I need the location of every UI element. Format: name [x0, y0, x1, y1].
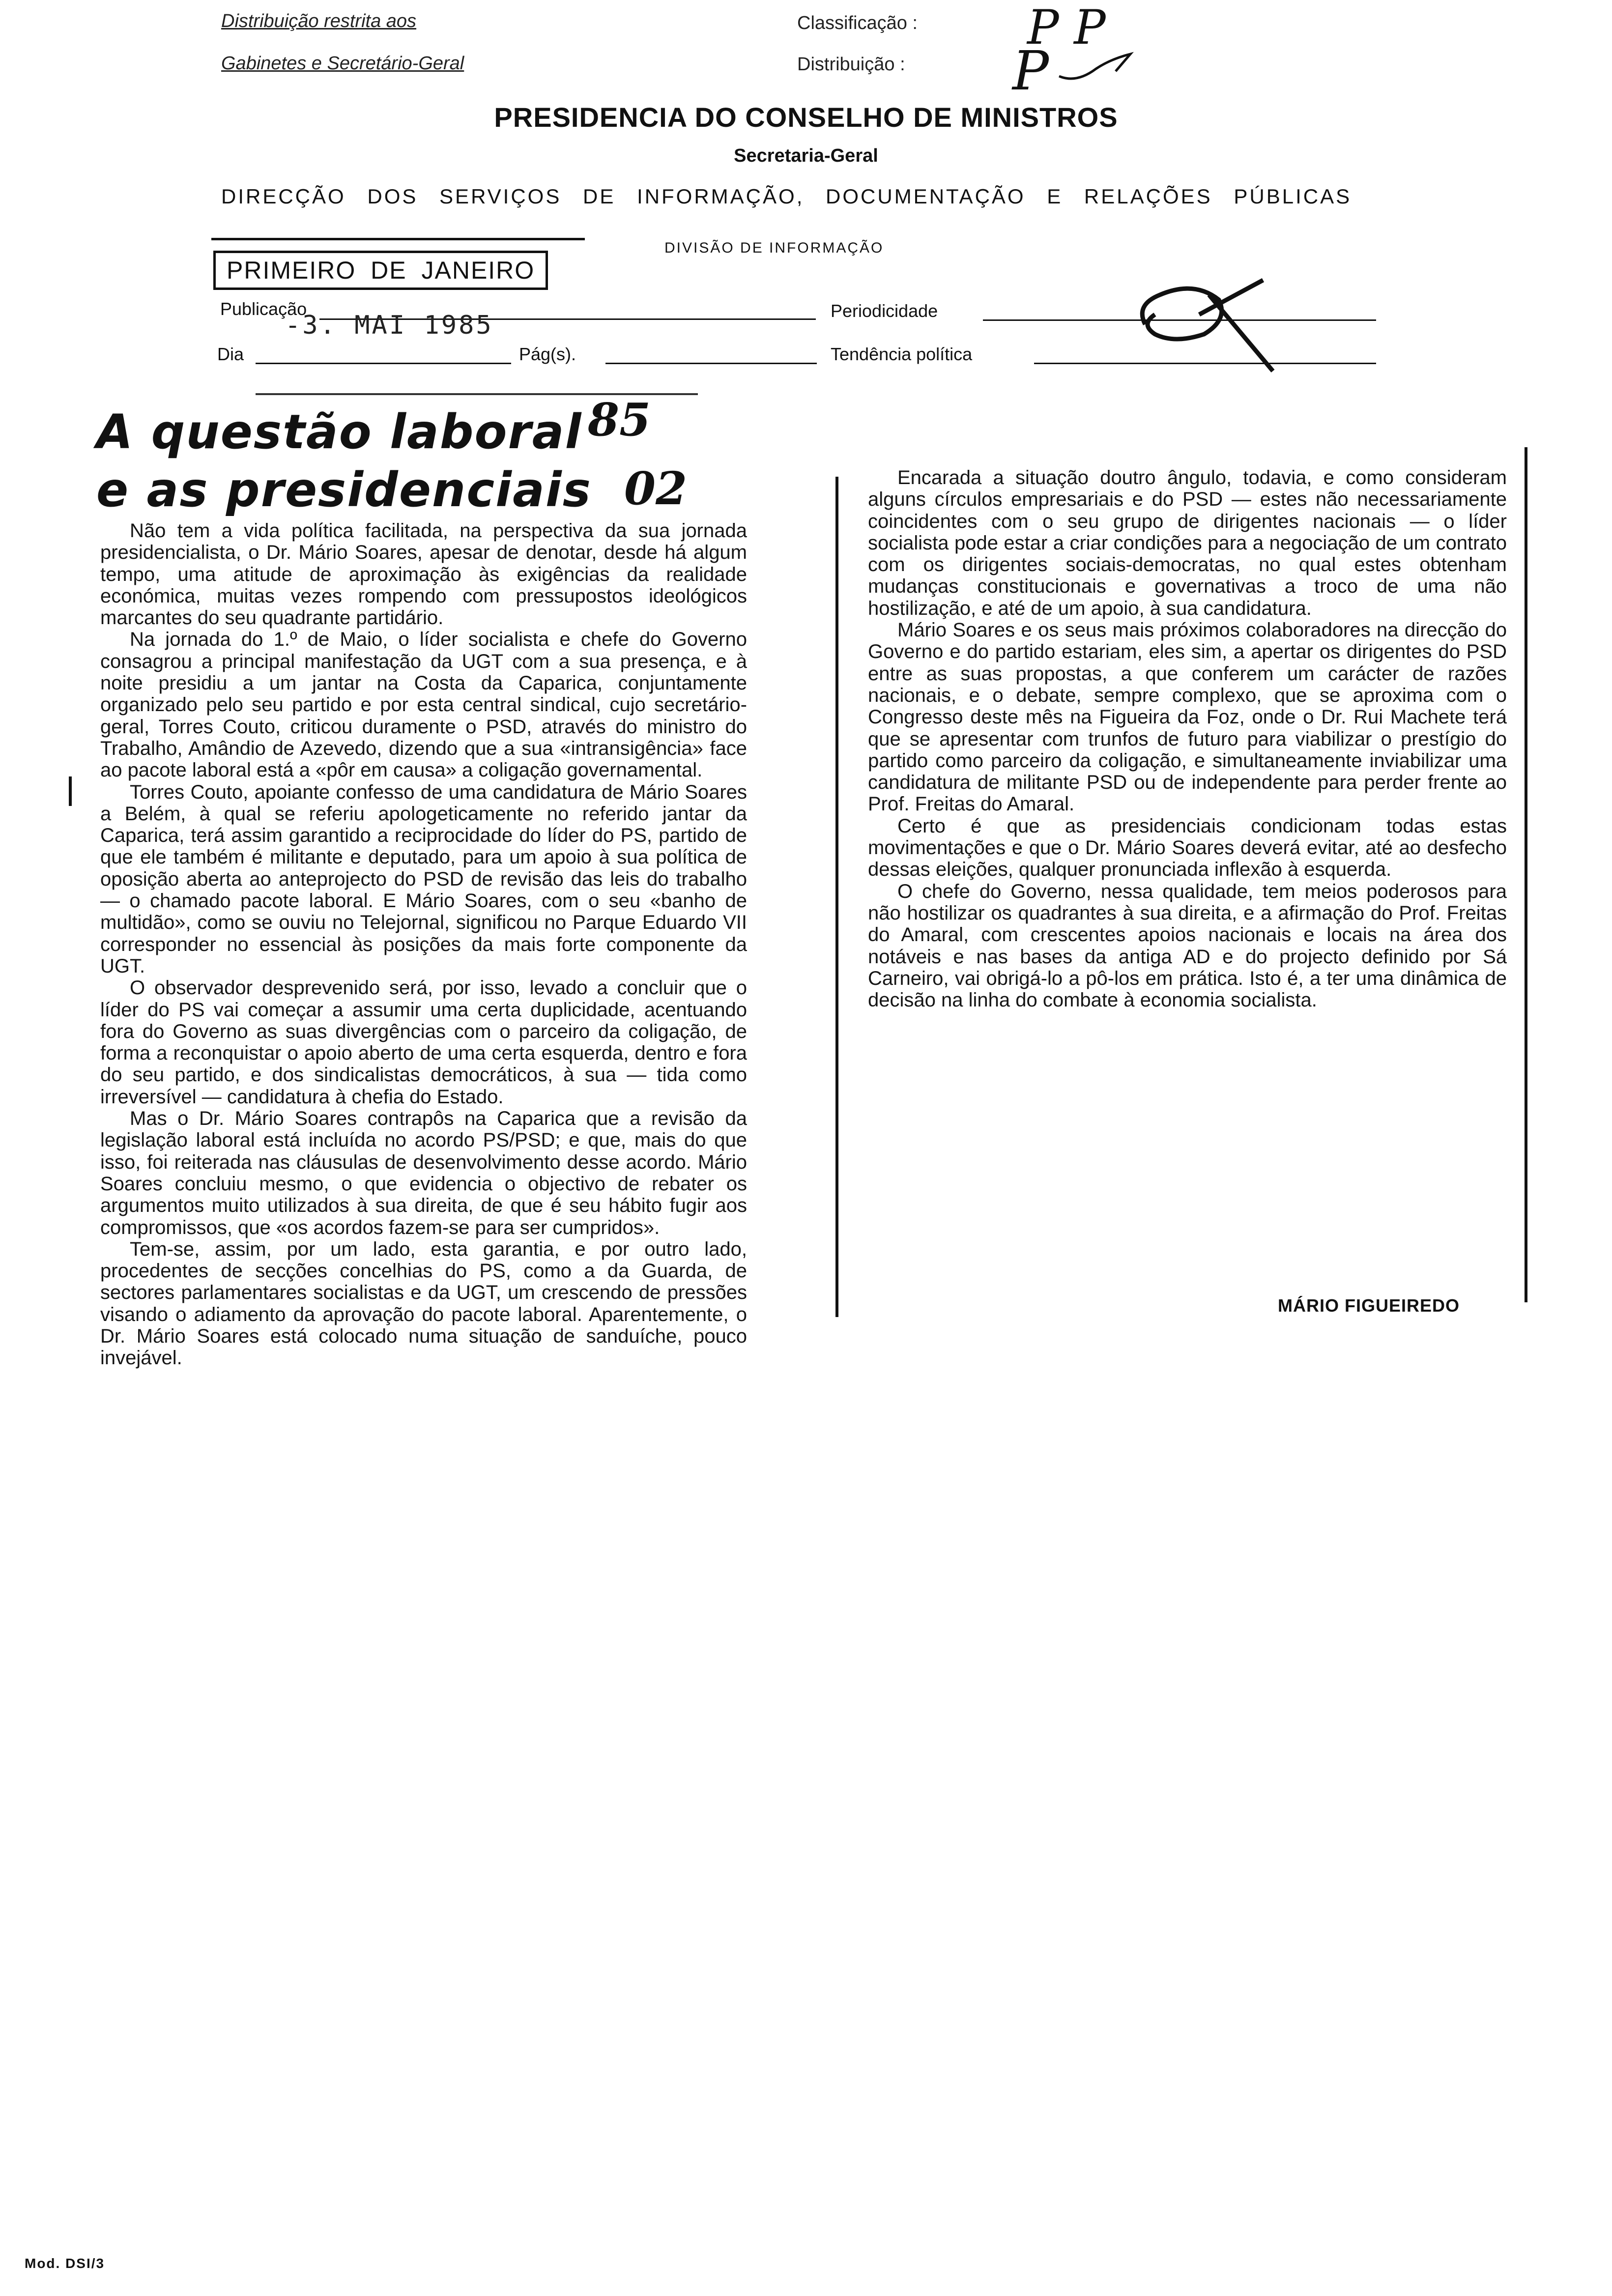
organization-title: PRESIDENCIA DO CONSELHO DE MINISTROS [494, 102, 1118, 133]
handwritten-distribution-scribble [1057, 49, 1135, 84]
form-code: Mod. DSI/3 [25, 2256, 105, 2271]
article-title-line1: A questão laboral [96, 404, 582, 459]
handwritten-check-scribble [1125, 265, 1293, 378]
handwritten-reference-top: 85 [588, 393, 651, 446]
right-paragraph: Encarada a situação doutro ângulo, todavia, e como consideram alguns círculos empresariais e do PSD — estes não necessariamente coincidentes com o seu grupo de dirigentes nacionais — o líder socialista pode estar a criar condições para a negociação de um contrato com os dirigentes sociais-democratas, no qual estes obtenham mudanças constitucionais e governativas a troco de uma não hostilização, e até de um apoio, à sua candidatura. [868, 467, 1507, 619]
right-margin-bar [1525, 447, 1527, 1302]
political-tendency-label: Tendência política [831, 344, 973, 364]
division-title: DIVISÃO DE INFORMAÇÃO [664, 240, 884, 256]
publication-box-top-rule [211, 238, 585, 245]
article-left-column [100, 520, 747, 1369]
left-paragraph: O observador desprevenido será, por isso, levado a concluir que o líder do PS vai começar a assumir uma certa duplicidade, acentuando fora do Governo as suas divergências com o parceiro da coligação, de forma a reconquistar o apoio aberto de uma certa esquerda, dentro e fora do seu partido, e dos sindicalistas democráticos, à sua — tida como irreversível — candidatura à chefia do Estado. [100, 977, 747, 1108]
distribution-label: Distribuição : [797, 54, 905, 75]
department-title: DIRECÇÃO DOS SERVIÇOS DE INFORMAÇÃO, DOCUMENTAÇÃO E RELAÇÕES PÚBLICAS [221, 185, 1352, 208]
left-paragraph: Tem-se, assim, por um lado, esta garantia, e por outro lado, procedentes de secções concelhias do PS, como a da Guarda, de sectores parlamentares socialistas e da UGT, um crescendo de pressões visando o adiamento da aprovação do pacote laboral. Aparentemente, o Dr. Mário Soares está colocado numa situação de sanduíche, pouco invejável. [100, 1238, 747, 1369]
right-paragraph: Mário Soares e os seus mais próximos colaboradores na direcção do Governo e do partido estariam, eles sim, a apertar os dirigentes do PSD entre as suas propostas, a que conferem um carácter de razões nacionais, e o debate, sempre complexo, que se aproxima com o Congresso deste mês na Figueira da Foz, onde o Dr. Rui Machete terá que se apresentar com trunfos de futuro para viabilizar o prestígio do partido como parceiro da coligação, e simultaneamente inviabilizar uma candidatura de militante PSD ou de independente para perder frente ao Prof. Freitas do Amaral. [868, 619, 1507, 815]
left-paragraph: Torres Couto, apoiante confesso de uma candidatura de Mário Soares a Belém, à qual se referiu apologeticamente no referido jantar da Caparica, terá assim garantido a reciprocidade do líder do PS, partido de que ele também é militante e deputado, para um apoio à sua política de oposição aberta ao anteprojecto do PSD de revisão das leis do trabalho — o chamado pacote laboral. E Mário Soares, com o seu «banho de multidão», como se ouviu no Telejornal, significou no Parque Eduardo VII corresponder no essencial às posições da mais forte componente da UGT. [100, 781, 747, 977]
distribution-recipients-line: Gabinetes e Secretário-Geral [221, 53, 464, 74]
left-paragraph: Mas o Dr. Mário Soares contrapôs na Caparica que a revisão da legislação laboral está incluída no acordo PS/PSD; e que, mais do que isso, foi reiterada nas cláusulas de desenvolvimento desse acordo. Mário Soares concluiu mesmo, o que evidencia o objectivo de rebater os argumentos muito utilizados à sua direita, de que é seu hábito fugir aos compromissos, que «os acordos fazem-se para ser cumpridos». [100, 1108, 747, 1238]
date-stamp: -3. MAI 1985 [285, 311, 493, 340]
handwritten-classification: P P [1027, 0, 1106, 55]
right-paragraph: Certo é que as presidenciais condicionam todas estas movimentações e que o Dr. Mário Soares deverá evitar, até ao desfecho dessas eleições, qualquer pronunciada inflexão à esquerda. [868, 815, 1507, 881]
article-byline: MÁRIO FIGUEIREDO [1278, 1295, 1460, 1316]
day-line [256, 363, 511, 364]
right-paragraph: O chefe do Governo, nessa qualidade, tem meios poderosos para não hostilizar os quadrantes à sua direita, e a afirmação do Prof. Freitas do Amaral, com crescentes apoios nacionais e locais na área dos notáveis e nas bases da antiga AD e do projecto definido por Sá Carneiro, vai obrigá-lo a pô-los em prática. Isto é, a ter uma dinâmica de decisão na linha do combate à economia socialista. [868, 880, 1507, 1011]
distribution-restriction-line: Distribuição restrita aos [221, 11, 417, 31]
column-separator-bar [835, 477, 838, 1317]
handwritten-distribution: P [1012, 39, 1049, 102]
publication-name-box: PRIMEIRO DE JANEIRO [213, 251, 548, 290]
left-paragraph: Na jornada do 1.º de Maio, o líder socialista e chefe do Governo consagrou a principal manifestação da UGT com a sua presença, e à noite presidiu a um jantar na Costa da Caparica, conjuntamente organizado pelo seu partido e por esta central sindical, cujo secretário-geral, Torres Couto, criticou duramente o PSD, através do ministro do Trabalho, Amândio de Azevedo, dizendo que a sua «intransigência» face ao pacote laboral está a «pôr em causa» a coligação governamental. [100, 629, 747, 781]
article-right-column [868, 467, 1507, 1011]
pages-line [605, 363, 817, 364]
periodicity-label: Periodicidade [831, 301, 938, 321]
classification-label: Classificação : [797, 13, 918, 33]
day-label: Dia [217, 344, 244, 364]
left-paragraph: Não tem a vida política facilitada, na perspectiva da sua jornada presidencialista, o Dr. Mário Soares, apesar de denotar, desde há algum tempo, uma atitude de aproximação às exigências da realidade económica, muitas vezes rompendo com pressupostos ideológicos marcantes do seu quadrante partidário. [100, 520, 747, 629]
handwritten-reference-bottom: 02 [624, 462, 688, 515]
left-margin-mark [69, 776, 72, 806]
publication-label: Publicação [220, 299, 307, 319]
secretariat-title: Secretaria-Geral [734, 145, 878, 166]
pages-label: Pág(s). [519, 344, 576, 364]
article-title-line2: e as presidenciais [96, 462, 592, 517]
